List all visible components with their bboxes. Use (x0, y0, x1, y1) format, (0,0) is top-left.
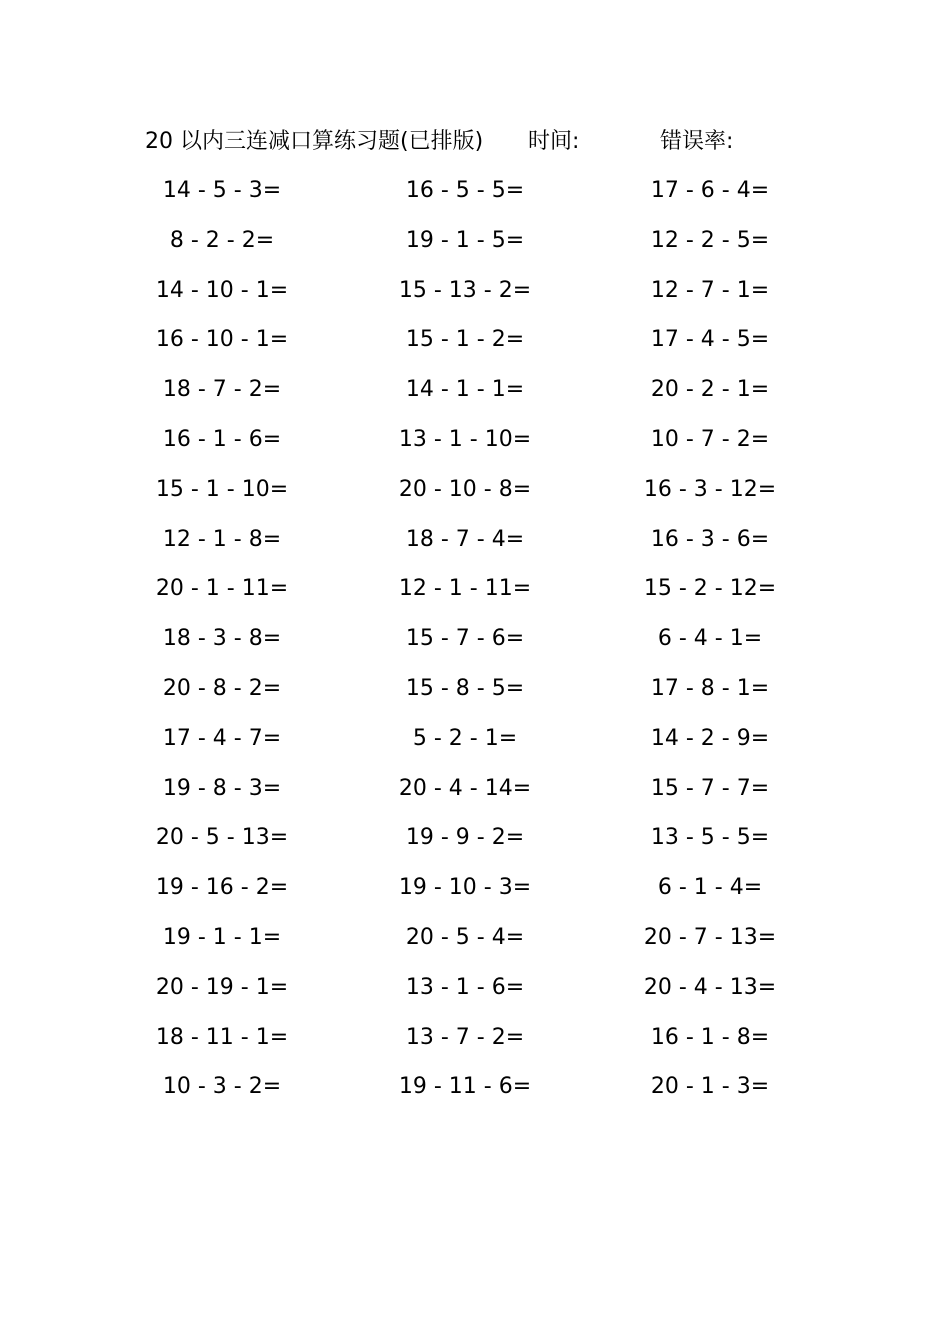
problem-item: 20 - 1 - 3= (650, 1074, 770, 1100)
problem-row (0, 372, 950, 422)
problem-item: 19 - 9 - 2= (405, 825, 525, 851)
worksheet-header (145, 124, 785, 160)
problem-item: 19 - 16 - 2= (155, 875, 289, 901)
problem-item: 20 - 4 - 13= (643, 974, 777, 1000)
problem-item: 16 - 3 - 6= (650, 526, 770, 552)
problem-row (0, 223, 950, 273)
problem-item: 12 - 1 - 8= (162, 526, 282, 552)
problem-item: 20 - 19 - 1= (155, 974, 289, 1000)
problem-item: 17 - 6 - 4= (650, 178, 770, 203)
problem-item: 15 - 1 - 10= (155, 476, 289, 502)
error-rate-label: 错误率: (660, 129, 734, 154)
problem-item: 14 - 2 - 9= (650, 725, 770, 751)
problem-row (0, 1020, 950, 1070)
problem-item: 18 - 7 - 2= (162, 377, 282, 403)
problem-item: 14 - 10 - 1= (155, 277, 289, 303)
problem-item: 16 - 5 - 5= (405, 178, 525, 203)
time-label: 时间: (528, 129, 580, 154)
problem-item: 13 - 5 - 5= (650, 825, 770, 851)
problem-item: 15 - 8 - 5= (405, 675, 525, 701)
problem-item: 20 - 2 - 1= (650, 377, 770, 403)
page-title: 20 以内三连减口算练习题(已排版) (145, 129, 484, 154)
problem-row (0, 472, 950, 522)
problem-row (0, 671, 950, 721)
problem-item: 12 - 2 - 5= (650, 227, 770, 253)
problem-item: 19 - 1 - 1= (162, 924, 282, 950)
problem-row (0, 870, 950, 920)
problem-item: 12 - 7 - 1= (650, 277, 770, 303)
problem-item: 10 - 3 - 2= (162, 1074, 282, 1100)
problem-row (0, 422, 950, 472)
problem-item: 13 - 1 - 10= (398, 426, 532, 452)
problem-item: 18 - 3 - 8= (162, 626, 282, 652)
problem-item: 14 - 1 - 1= (405, 377, 525, 403)
problem-item: 20 - 4 - 14= (398, 775, 532, 801)
problem-item: 16 - 10 - 1= (155, 327, 289, 353)
problem-item: 13 - 7 - 2= (405, 1024, 525, 1050)
problem-row (0, 1069, 950, 1119)
problem-item: 15 - 7 - 6= (405, 626, 525, 652)
problem-item: 5 - 2 - 1= (412, 725, 518, 751)
problem-item: 15 - 13 - 2= (398, 277, 532, 303)
problem-row (0, 173, 950, 223)
problem-item: 15 - 1 - 2= (405, 327, 525, 353)
problem-row (0, 322, 950, 372)
problem-grid (0, 173, 950, 1119)
problem-item: 17 - 8 - 1= (650, 675, 770, 701)
problem-item: 17 - 4 - 5= (650, 327, 770, 353)
problem-item: 20 - 5 - 13= (155, 825, 289, 851)
problem-item: 16 - 1 - 8= (650, 1024, 770, 1050)
problem-item: 17 - 4 - 7= (162, 725, 282, 751)
problem-item: 13 - 1 - 6= (405, 974, 525, 1000)
problem-item: 19 - 1 - 5= (405, 227, 525, 253)
problem-item: 19 - 11 - 6= (398, 1074, 532, 1100)
problem-item: 6 - 4 - 1= (657, 626, 763, 652)
problem-row (0, 820, 950, 870)
problem-item: 18 - 11 - 1= (155, 1024, 289, 1050)
problem-item: 16 - 3 - 12= (643, 476, 777, 502)
problem-item: 6 - 1 - 4= (657, 875, 763, 901)
problem-item: 20 - 8 - 2= (162, 675, 282, 701)
problem-row (0, 721, 950, 771)
problem-item: 20 - 1 - 11= (155, 576, 289, 602)
problem-item: 20 - 10 - 8= (398, 476, 532, 502)
problem-item: 12 - 1 - 11= (398, 576, 532, 602)
problem-item: 8 - 2 - 2= (169, 227, 275, 253)
problem-row (0, 522, 950, 572)
problem-item: 16 - 1 - 6= (162, 426, 282, 452)
problem-row (0, 920, 950, 970)
problem-item: 20 - 7 - 13= (643, 924, 777, 950)
problem-item: 19 - 8 - 3= (162, 775, 282, 801)
problem-row (0, 571, 950, 621)
problem-row (0, 771, 950, 821)
problem-item: 19 - 10 - 3= (398, 875, 532, 901)
problem-item: 20 - 5 - 4= (405, 924, 525, 950)
problem-item: 10 - 7 - 2= (650, 426, 770, 452)
problem-item: 15 - 2 - 12= (643, 576, 777, 602)
problem-row (0, 621, 950, 671)
problem-row (0, 273, 950, 323)
problem-row (0, 970, 950, 1020)
problem-item: 18 - 7 - 4= (405, 526, 525, 552)
problem-item: 15 - 7 - 7= (650, 775, 770, 801)
problem-item: 14 - 5 - 3= (162, 178, 282, 203)
